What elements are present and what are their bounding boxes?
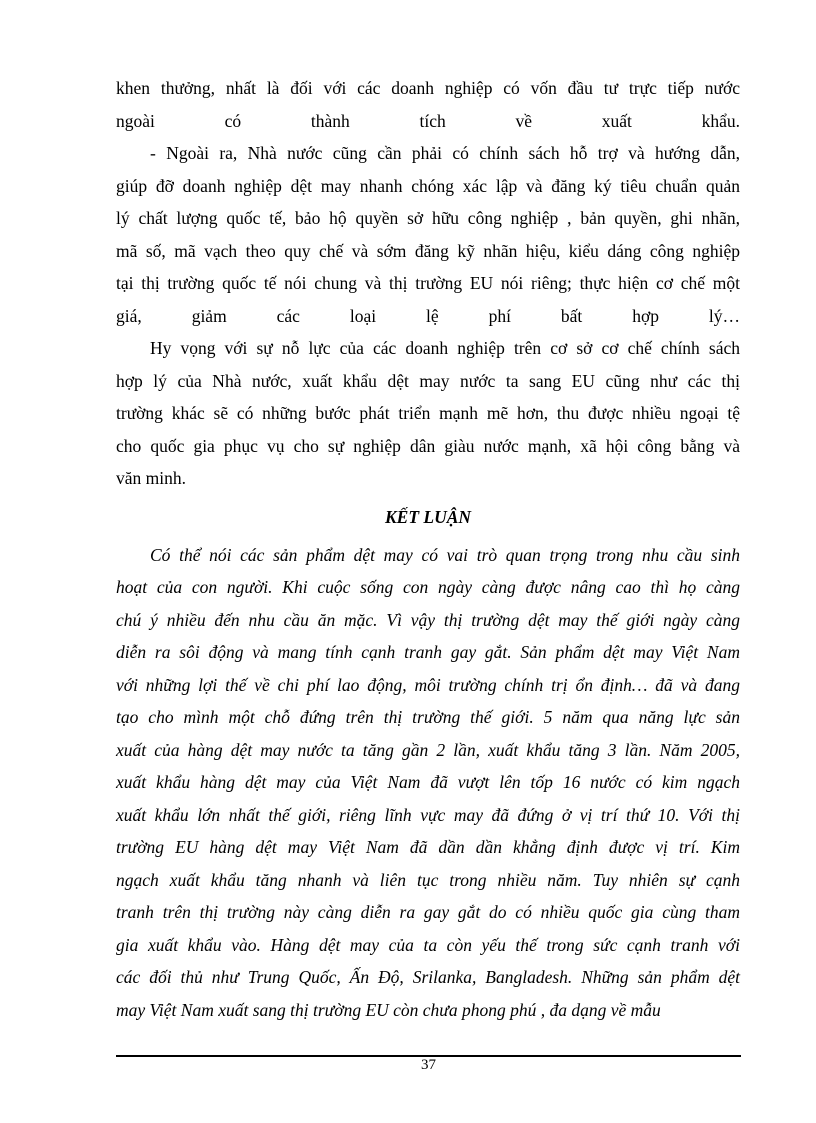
text-line: văn minh. [116, 468, 186, 488]
paragraph-state-support [116, 137, 740, 332]
text-line: ngoài có thành tích về xuất khẩu. [116, 110, 740, 131]
text-line: xuất khẩu lớn nhất thế giới, riêng lĩnh vực may đã đứng ở vị trí thứ 10. Với thị [116, 804, 740, 825]
text-line: trường EU hàng dệt may Việt Nam đã dần dần khẳng định được vị trí. Kim [116, 837, 740, 857]
text-line: hoạt của con người. Khi cuộc sống con ngày càng được nâng cao thì họ càng [116, 577, 740, 597]
text-line: tại thị trường quốc tế nói chung và thị trường EU nói riêng; thực hiện cơ chế một [116, 273, 740, 293]
text-line: với những lợi thế về chi phí lao động, môi trường chính trị ổn định… đã và đang [116, 674, 740, 695]
text-line: Có thể nói các sản phẩm dệt may có vai trò quan trọng trong nhu cầu sinh [150, 544, 740, 565]
paragraph-export-reward [116, 72, 740, 137]
conclusion-heading: KẾT LUẬN [384, 506, 472, 527]
text-line: khen thưởng, nhất là đối với các doanh nghiệp có vốn đầu tư trực tiếp nước [116, 78, 740, 98]
text-line: gia xuất khẩu vào. Hàng dệt may của ta còn yếu thế trong sức cạnh tranh với [116, 934, 740, 955]
text-line: chú ý nhiều đến nhu cầu ăn mặc. Vì vậy thị trường dệt may thế giới ngày càng [116, 609, 740, 630]
text-line: tạo cho mình một chỗ đứng trên thị trường thế giới. 5 năm qua năng lực sản [116, 707, 740, 727]
text-line: giá, giảm các loại lệ phí bất hợp lý… [116, 305, 740, 326]
text-line: xuất khẩu hàng dệt may của Việt Nam đã vượt lên tốp 16 nước có kim ngạch [116, 772, 740, 792]
text-line: ngạch xuất khẩu tăng nhanh và liên tục trong nhiều năm. Tuy nhiên sự cạnh [116, 869, 740, 890]
text-line: các đối thủ như Trung Quốc, Ấn Độ, Srilanka, Bangladesh. Những sản phẩm dệt [116, 967, 740, 987]
page-number: 37 [421, 1057, 436, 1073]
paragraph-hope [116, 332, 740, 495]
text-line: tranh trên thị trường này càng diễn ra gay gắt do có nhiều quốc gia cùng tham [116, 902, 740, 922]
text-line: lý chất lượng quốc tế, bảo hộ quyền sở hữu công nghiệp , bản quyền, ghi nhãn, [116, 208, 740, 228]
text-line: mã số, mã vạch theo quy chế và sớm đăng kỹ nhãn hiệu, kiểu dáng công nghiệp [116, 240, 740, 261]
text-line: hợp lý của Nhà nước, xuất khẩu dệt may nước ta sang EU cũng như các thị [116, 370, 740, 391]
text-line: cho quốc gia phục vụ cho sự nghiệp dân giàu nước mạnh, xã hội công bằng và [116, 435, 740, 456]
text-line: - Ngoài ra, Nhà nước cũng cần phải có chính sách hỗ trợ và hướng dẫn, [150, 143, 740, 163]
paragraph-conclusion [116, 539, 740, 1027]
text-line: xuất của hàng dệt may nước ta tăng gần 2 lần, xuất khẩu tăng 3 lần. Năm 2005, [116, 739, 740, 760]
text-line: trường khác sẽ có những bước phát triển mạnh mẽ hơn, thu được nhiều ngoại tệ [116, 403, 740, 423]
text-line: may Việt Nam xuất sang thị trường EU còn chưa phong phú , đa dạng về mẫu [116, 999, 661, 1020]
text-line: diễn ra sôi động và mang tính cạnh tranh gay gắt. Sản phẩm dệt may Việt Nam [116, 642, 740, 662]
document-page [116, 72, 740, 1026]
text-line: Hy vọng với sự nỗ lực của các doanh nghiệp trên cơ sở cơ chế chính sách [150, 338, 740, 358]
text-line: giúp đỡ doanh nghiệp dệt may nhanh chóng xác lập và đăng ký tiêu chuẩn quản [116, 175, 740, 196]
